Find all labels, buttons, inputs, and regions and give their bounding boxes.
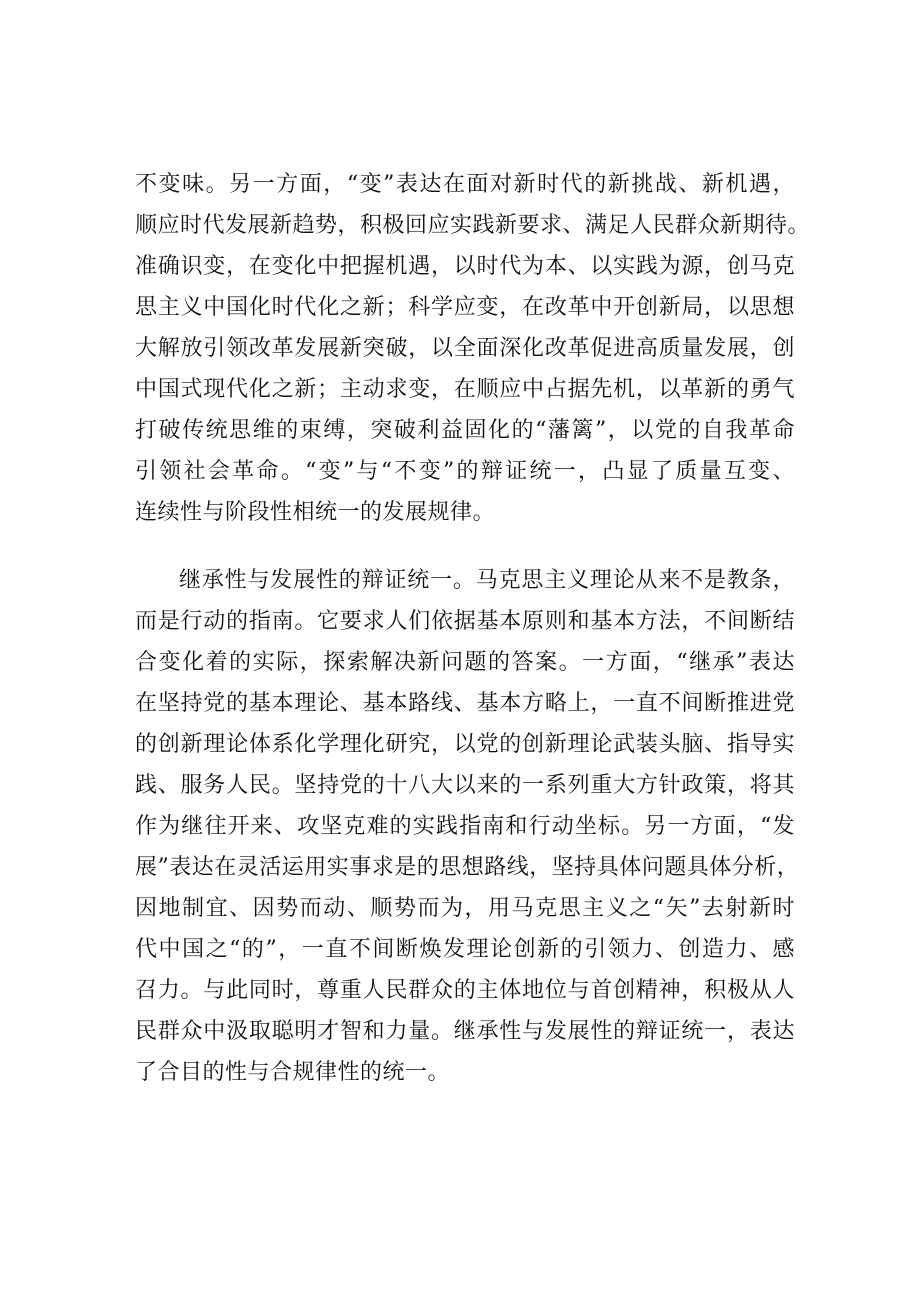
- paragraph-line: 民群众中汲取聪明才智和力量。继承性与发展性的辩证统一，表达: [135, 1019, 795, 1044]
- paragraph-line: 代中国之“的”，一直不间断焕发理论创新的引领力、创造力、感: [135, 937, 795, 962]
- paragraph-line: 连续性与阶段性相统一的发展规律。: [135, 500, 496, 525]
- paragraph-line: 在坚持党的基本理论、基本路线、基本方略上，一直不间断推进党: [135, 691, 795, 716]
- paragraph-line: 不变味。另一方面，“变”表达在面对新时代的新挑战、新机遇，: [135, 172, 795, 197]
- paragraph-line: 而是行动的指南。它要求人们依据基本原则和基本方法，不间断结: [135, 609, 795, 634]
- paragraph-line: 准确识变，在变化中把握机遇，以时代为本、以实践为源，创马克: [135, 254, 795, 279]
- paragraph-line: 的创新理论体系化学理化研究，以党的创新理论武装头脑、指导实: [135, 732, 795, 757]
- paragraph-line: 因地制宜、因势而动、顺势而为，用马克思主义之“矢”去射新时: [135, 896, 795, 921]
- paragraph-change-and-constancy: [135, 164, 811, 533]
- paragraph-line: 打破传统思维的束缚，突破利益固化的“藩篱”，以党的自我革命: [135, 418, 795, 443]
- paragraph-line: 了合目的性与合规律性的统一。: [135, 1060, 451, 1085]
- paragraph-inheritance-and-development: [135, 560, 800, 1093]
- paragraph-line: 大解放引领改革发展新突破，以全面深化改革促进高质量发展，创: [135, 336, 795, 361]
- paragraph-line: 召力。与此同时，尊重人民群众的主体地位与首创精神，积极从人: [135, 978, 795, 1003]
- paragraph-line: 展”表达在灵活运用实事求是的思想路线，坚持具体问题具体分析，: [135, 855, 800, 880]
- paragraph-line: 引领社会革命。“变”与“不变”的辩证统一，凸显了质量互变、: [135, 459, 795, 484]
- paragraph-line: 作为继往开来、攻坚克难的实践指南和行动坐标。另一方面，“发: [135, 814, 795, 839]
- paragraph-line: 思主义中国化时代化之新；科学应变，在改革中开创新局，以思想: [135, 295, 795, 320]
- paragraph-line: 中国式现代化之新；主动求变，在顺应中占据先机，以革新的勇气: [135, 377, 795, 402]
- paragraph-line: 践、服务人民。坚持党的十八大以来的一系列重大方针政策，将其: [135, 773, 795, 798]
- paragraph-line: 顺应时代发展新趋势，积极回应实践新要求、满足人民群众新期待。: [135, 213, 811, 238]
- paragraph-line: 合变化着的实际，探索解决新问题的答案。一方面，“继承”表达: [135, 650, 795, 675]
- paragraph-first-line: 继承性与发展性的辩证统一。马克思主义理论从来不是教条，: [179, 568, 795, 593]
